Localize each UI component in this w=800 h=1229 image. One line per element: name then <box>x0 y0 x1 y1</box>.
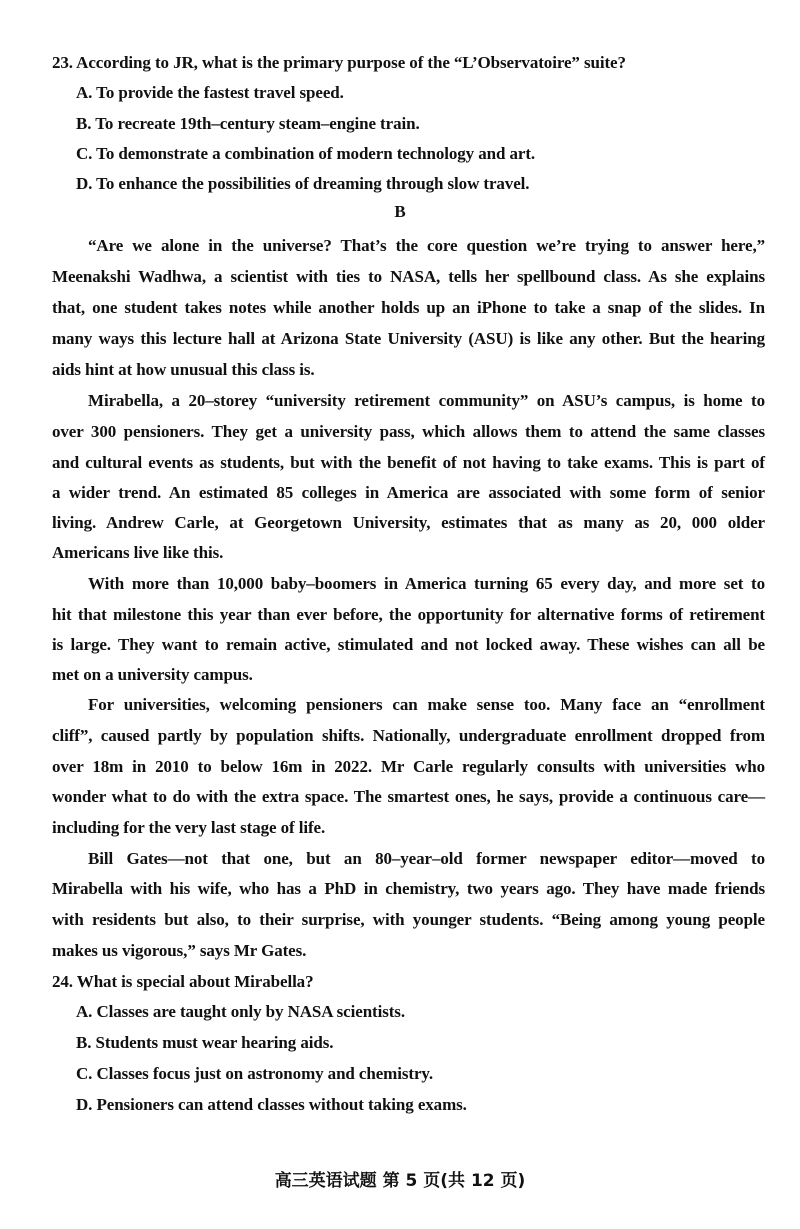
passage-line: “Are we alone in the universe? That’s the core question we’re trying to answer here,” <box>88 236 765 255</box>
passage-line: with residents but also, to their surprise, with younger students. “Being among young people <box>52 910 765 929</box>
passage-line: Mirabella with his wife, who has a PhD in chemistry, two years ago. They have made friends <box>52 879 765 898</box>
passage-line: Meenakshi Wadhwa, a scientist with ties to NASA, tells her spellbound class. As she explains <box>52 267 765 286</box>
passage-line: met on a university campus. <box>52 665 253 684</box>
passage-line: a wider trend. An estimated 85 colleges in America are associated with some form of senior <box>52 483 765 502</box>
passage-line: and cultural events as students, but with the benefit of not having to take exams. This is part of <box>52 453 765 472</box>
question-24-option-d: D. Pensioners can attend classes without taking exams. <box>76 1095 467 1114</box>
passage-line: Mirabella, a 20–storey “university retirement community” on ASU’s campus, is home to <box>88 391 765 410</box>
passage-line: is large. They want to remain active, stimulated and not locked away. These wishes can all be <box>52 635 765 654</box>
section-label: B <box>394 202 406 221</box>
question-23-option-b: B. To recreate 19th–century steam–engine train. <box>76 114 420 133</box>
passage-line: For universities, welcoming pensioners can make sense too. Many face an “enrollment <box>88 695 765 714</box>
passage-line: makes us vigorous,” says Mr Gates. <box>52 941 307 960</box>
passage-line: that, one student takes notes while another holds up an iPhone to take a snap of the slides. In <box>52 298 765 317</box>
question-24-option-b: B. Students must wear hearing aids. <box>76 1033 334 1052</box>
question-23-option-c: C. To demonstrate a combination of modern technology and art. <box>76 144 536 163</box>
passage-line: over 300 pensioners. They get a university pass, which allows them to attend the same classes <box>52 422 765 441</box>
question-24-option-a: A. Classes are taught only by NASA scientists. <box>76 1002 405 1021</box>
passage-line: over 18m in 2010 to below 16m in 2022. Mr Carle regularly consults with universities who <box>52 757 765 776</box>
page-footer: 高三英语试题 第 5 页(共 12 页) <box>274 1171 526 1191</box>
passage-line: many ways this lecture hall at Arizona State University (ASU) is like any other. But the hearing <box>52 329 765 348</box>
passage-line: aids hint at how unusual this class is. <box>52 360 315 379</box>
question-23-stem: 23. According to JR, what is the primary purpose of the “L’Observatoire” suite? <box>52 53 626 72</box>
question-24-option-c: C. Classes focus just on astronomy and chemistry. <box>76 1064 433 1083</box>
passage-line: Bill Gates—not that one, but an 80–year–old former newspaper editor—moved to <box>88 849 765 868</box>
passage-line: including for the very last stage of life. <box>52 818 326 837</box>
passage-line: Americans live like this. <box>52 543 224 562</box>
question-24-stem: 24. What is special about Mirabella? <box>52 972 314 991</box>
passage-line: With more than 10,000 baby–boomers in America turning 65 every day, and more set to <box>88 574 765 593</box>
passage-line: wonder what to do with the extra space. The smartest ones, he says, provide a continuous care— <box>52 787 765 806</box>
passage-line: cliff”, caused partly by population shifts. Nationally, undergraduate enrollment dropped from <box>52 726 765 745</box>
passage-line: living. Andrew Carle, at Georgetown University, estimates that as many as 20, 000 older <box>52 513 765 532</box>
passage-line: hit that milestone this year than ever before, the opportunity for alternative forms of retirement <box>52 605 765 624</box>
question-23-option-d: D. To enhance the possibilities of dreaming through slow travel. <box>76 174 530 193</box>
question-23-option-a: A. To provide the fastest travel speed. <box>76 83 344 102</box>
